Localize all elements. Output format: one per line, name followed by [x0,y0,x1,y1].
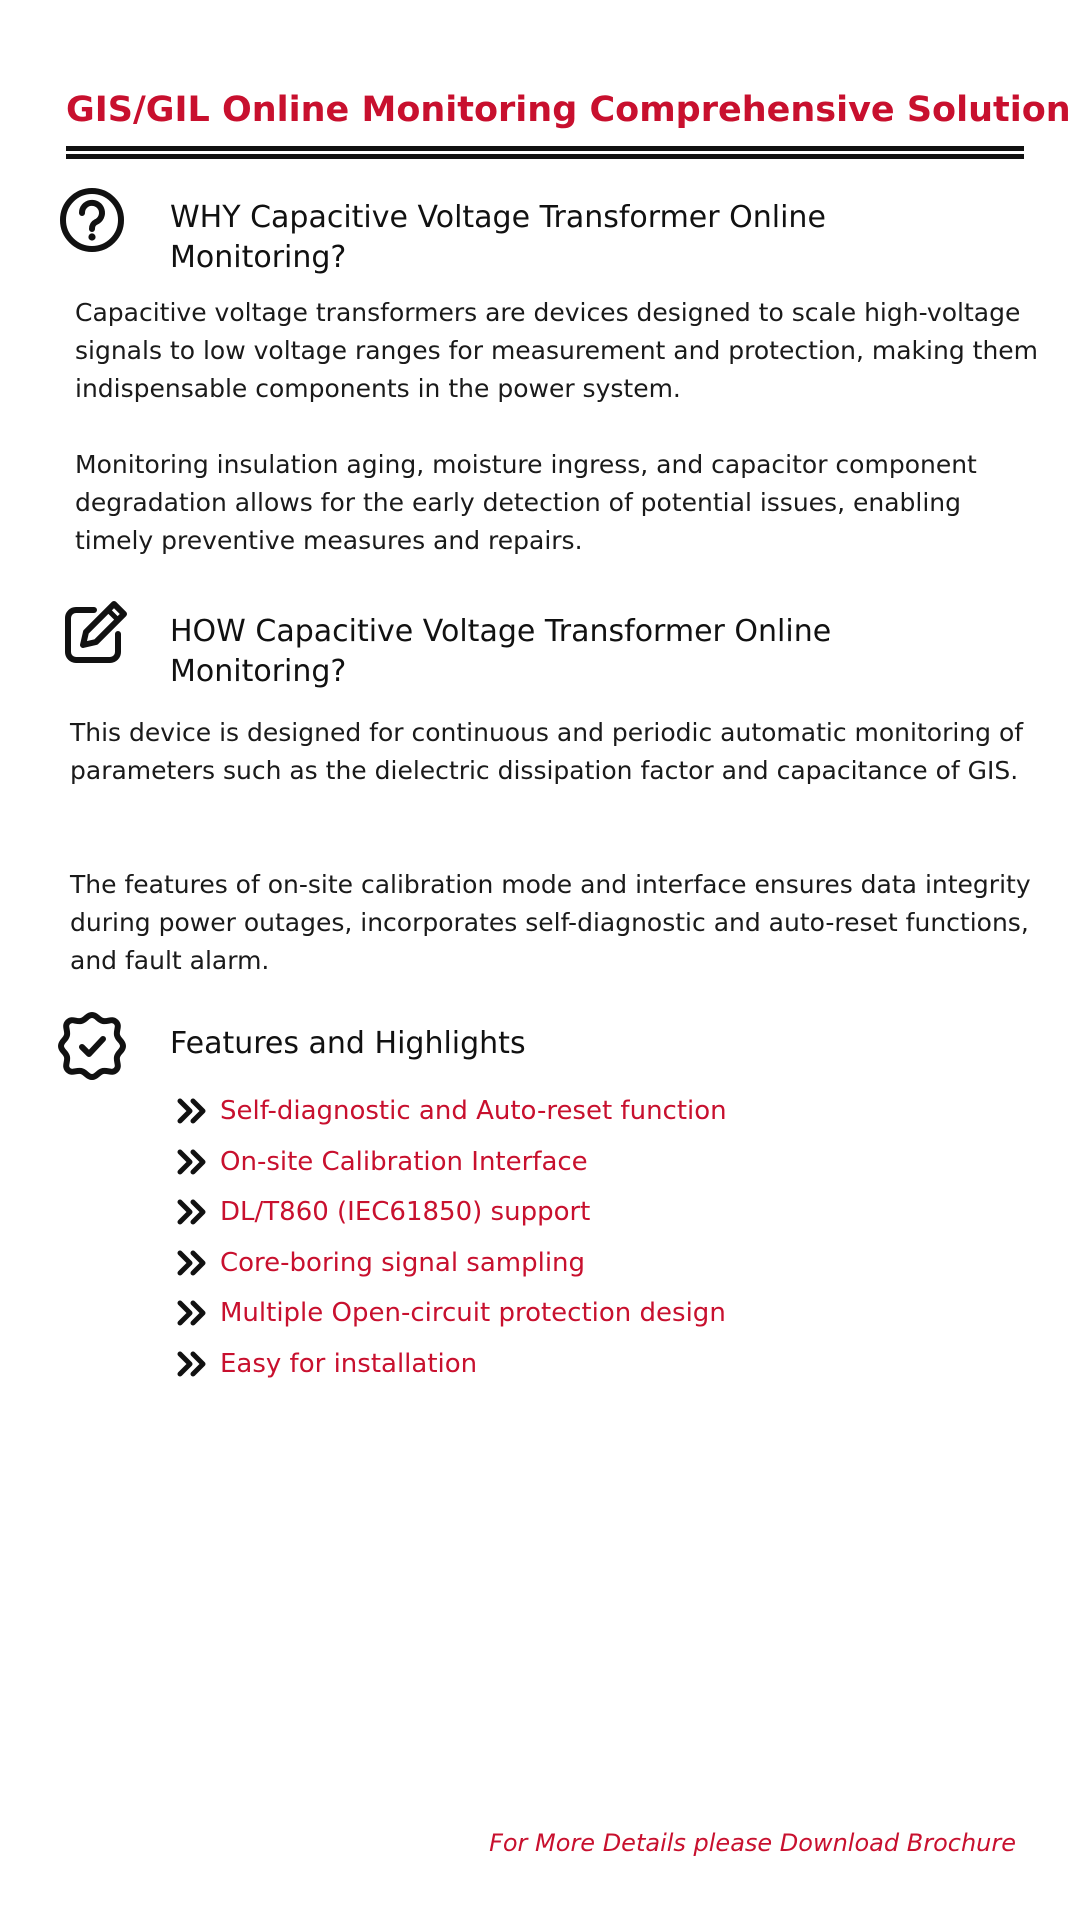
feature-item [176,1137,996,1188]
features-list [176,1086,996,1389]
how-paragraph-1: This device is designed for continuous and periodic automatic monitoring of parameters such as the dielectric dissipation factor and capacitance of GIS. [70,718,1024,785]
features-section-heading: Features and Highlights [170,1026,526,1061]
feature-label: On-site Calibration Interface [220,1146,588,1177]
feature-label: DL/T860 (IEC61850) support [220,1197,591,1228]
why-section-heading [170,198,890,278]
why-paragraph-2: Monitoring insulation aging, moisture ingress, and capacitor component degradation allows for the early detection of potential issues, enabling timely preventive measures and repairs. [75,450,977,555]
title-divider-bottom [66,154,1024,159]
why-heading-line-1: WHY Capacitive Voltage Transformer Online [170,200,826,235]
double-chevron-right-icon [176,1350,210,1378]
how-section-heading [170,612,890,692]
double-chevron-right-icon [176,1148,210,1176]
double-chevron-right-icon [176,1299,210,1327]
why-paragraph-1: Capacitive voltage transformers are devices designed to scale high-voltage signals to low voltage ranges for measurement and protection, making them indispensable components in the power system. [75,298,1039,403]
why-heading-line-2: Monitoring? [170,240,347,275]
how-heading-line-2: Monitoring? [170,654,347,689]
feature-label: Self-diagnostic and Auto-reset function [220,1096,727,1127]
feature-item [176,1086,996,1137]
feature-item [176,1187,996,1238]
edit-pen-icon [58,598,130,670]
feature-item [176,1339,996,1390]
how-heading-line-1: HOW Capacitive Voltage Transformer Online [170,614,832,649]
title-divider-top [66,146,1024,151]
badge-check-icon [56,1010,128,1082]
feature-item [176,1288,996,1339]
question-circle-icon [56,184,128,256]
double-chevron-right-icon [176,1249,210,1277]
feature-item [176,1238,996,1289]
double-chevron-right-icon [176,1097,210,1125]
double-chevron-right-icon [176,1198,210,1226]
page-title: GIS/GIL Online Monitoring Comprehensive Solution [66,90,1071,130]
how-paragraph-2: The features of on-site calibration mode and interface ensures data integrity during power outages, incorporates self-diagnostic and auto-reset functions, and fault alarm. [70,870,1031,975]
download-brochure-link[interactable]: For More Details please Download Brochure [489,1829,1016,1857]
feature-label: Core-boring signal sampling [220,1247,586,1278]
feature-label: Easy for installation [220,1348,478,1379]
feature-label: Multiple Open-circuit protection design [220,1298,726,1329]
